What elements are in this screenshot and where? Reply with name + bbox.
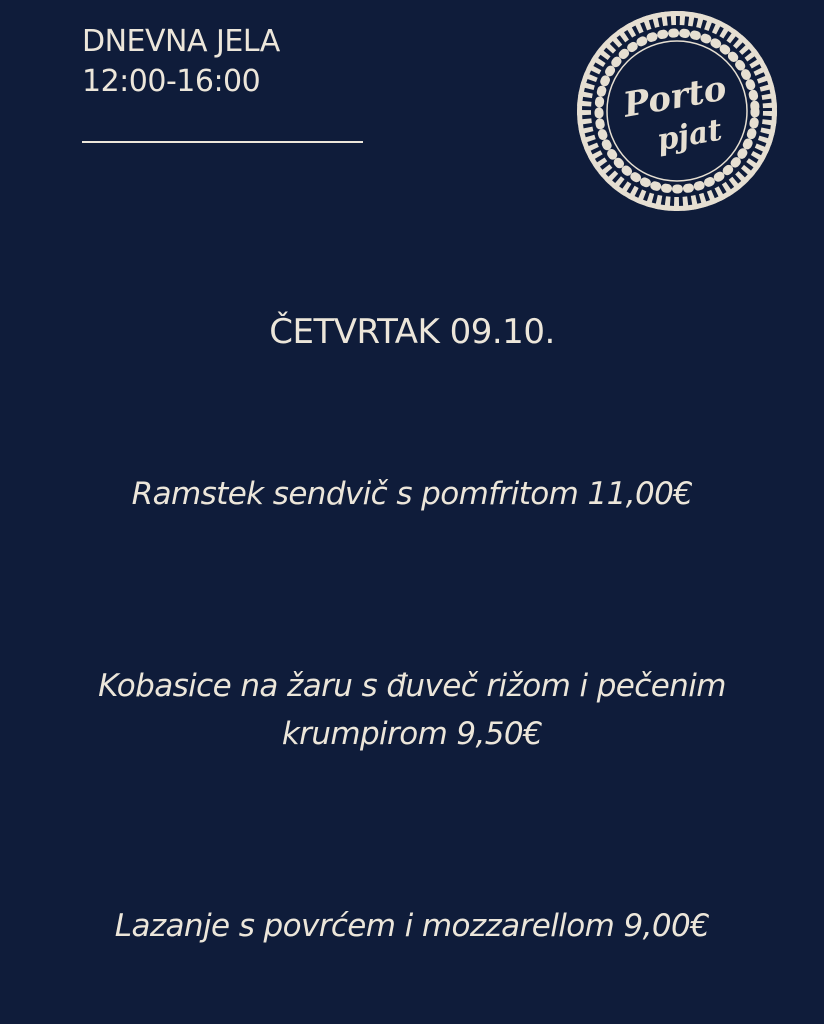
dish-line: Kobasice na žaru s đuveč rižom i pečenim bbox=[98, 668, 726, 704]
porto-pjat-logo bbox=[574, 8, 780, 214]
logo-word-porto: Porto bbox=[620, 68, 730, 126]
logo-word-pjat: pjat bbox=[654, 112, 725, 159]
dish-item bbox=[40, 902, 784, 950]
header-divider bbox=[82, 141, 363, 143]
dish-line: Ramstek sendvič s pomfritom 11,00€ bbox=[131, 476, 693, 512]
dish-line: Lazanje s povrćem i mozzarellom 9,00€ bbox=[114, 908, 710, 944]
header-block bbox=[82, 22, 382, 102]
menu-title: DNEVNA JELA bbox=[82, 24, 280, 59]
dish-item bbox=[40, 662, 784, 758]
serving-hours: 12:00-16:00 bbox=[82, 64, 261, 99]
day-heading: ČETVRTAK 09.10. bbox=[269, 312, 555, 352]
dish-line: krumpirom 9,50€ bbox=[281, 716, 543, 752]
dish-item bbox=[40, 470, 784, 518]
